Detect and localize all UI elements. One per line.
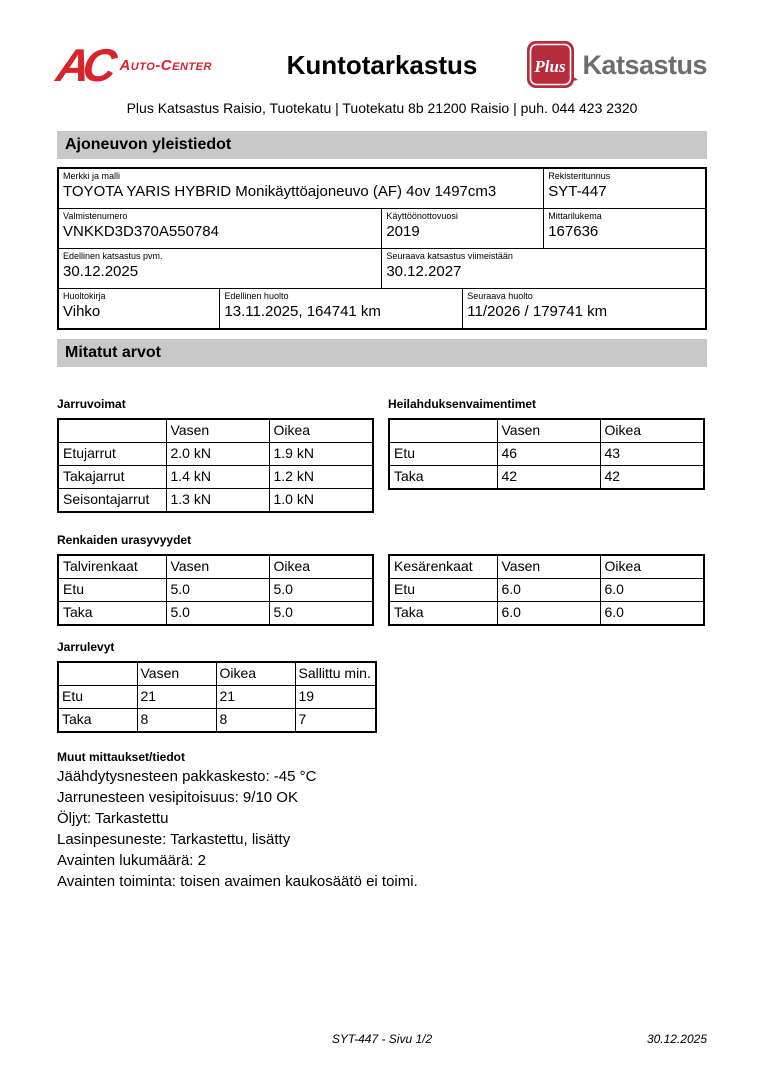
field-value: 30.12.2027 xyxy=(386,263,462,280)
shock-absorbers-table xyxy=(388,418,705,490)
cell: 5.0 xyxy=(166,579,269,602)
cell: 5.0 xyxy=(269,602,373,626)
field-label: Merkki ja malli xyxy=(63,171,121,181)
field-value: 13.11.2025, 164741 km xyxy=(224,303,381,320)
cell: 7 xyxy=(295,709,376,733)
brake-discs-title: Jarrulevyt xyxy=(57,640,115,654)
table-row xyxy=(58,466,373,489)
column-header: Vasen xyxy=(166,555,269,579)
row-header: Taka xyxy=(58,602,166,626)
measurements-row-a xyxy=(57,397,707,513)
cell: 1.2 kN xyxy=(269,466,373,489)
column-header: Oikea xyxy=(269,555,373,579)
misc-line-washer-fluid: Lasinpesuneste: Tarkastettu, lisätty xyxy=(57,831,291,848)
brake-forces-table xyxy=(57,418,374,513)
misc-line-coolant: Jäähdytysnesteen pakkaskesto: -45 °C xyxy=(57,768,317,785)
cell: 6.0 xyxy=(600,602,704,626)
row-header: Taka xyxy=(58,709,137,733)
column-header: Vasen xyxy=(497,419,600,443)
table-row xyxy=(58,602,373,626)
field-mittarilukema xyxy=(544,209,706,249)
table-row xyxy=(389,602,704,626)
measurements-row-b xyxy=(57,533,707,626)
field-value: SYT-447 xyxy=(548,183,607,200)
field-label: Valmistenumero xyxy=(63,211,128,221)
tire-treads-title: Renkaiden urasyvyydet xyxy=(57,533,192,547)
table-row xyxy=(58,249,706,289)
brake-forces-block xyxy=(57,397,375,513)
page-header xyxy=(53,38,707,92)
column-header xyxy=(389,419,497,443)
row-header: Etu xyxy=(389,579,497,602)
table-row xyxy=(58,709,376,733)
field-label: Käyttöönottovuosi xyxy=(386,211,458,221)
cell: 5.0 xyxy=(269,579,373,602)
page-footer xyxy=(57,1032,707,1046)
misc-line-oils: Öljyt: Tarkastettu xyxy=(57,810,169,827)
cell: 19 xyxy=(295,686,376,709)
column-header xyxy=(58,419,166,443)
misc-line-brake-fluid: Jarrunesteen vesipitoisuus: 9/10 OK xyxy=(57,789,298,806)
row-header: Seisontajarrut xyxy=(58,489,166,513)
auto-center-logo xyxy=(53,39,247,91)
cell: 1.3 kN xyxy=(166,489,269,513)
field-value: 2019 xyxy=(386,223,420,240)
cell: 42 xyxy=(600,466,704,490)
table-row xyxy=(58,443,373,466)
column-header: Vasen xyxy=(497,555,600,579)
table-header-row xyxy=(58,662,376,686)
cell: 5.0 xyxy=(166,602,269,626)
table-header-row xyxy=(389,419,704,443)
column-header: Vasen xyxy=(166,419,269,443)
brake-discs-table xyxy=(57,661,377,733)
field-label: Seuraava huolto xyxy=(467,291,533,301)
plus-badge-text: Plus xyxy=(534,57,567,76)
table-header-row xyxy=(389,555,704,579)
station-address: Plus Katsastus Raisio, Tuotekatu | Tuotekatu 8b 21200 Raisio | puh. 044 423 2320 xyxy=(126,100,638,116)
cell: 1.0 kN xyxy=(269,489,373,513)
shock-absorbers-block xyxy=(388,397,706,513)
cell: 1.4 kN xyxy=(166,466,269,489)
field-value: 167636 xyxy=(548,223,599,240)
misc-line-key-count: Avainten lukumäärä: 2 xyxy=(57,852,206,869)
cell: 8 xyxy=(137,709,216,733)
row-header: Etujarrut xyxy=(58,443,166,466)
document-title: Kuntotarkastus xyxy=(286,49,478,80)
winter-tires-table xyxy=(57,554,374,626)
field-label: Mittarilukema xyxy=(548,211,602,221)
table-row xyxy=(58,168,706,209)
row-header: Taka xyxy=(389,466,497,490)
field-value: VNKKD3D370A550784 xyxy=(63,223,219,240)
field-label: Huoltokirja xyxy=(63,291,106,301)
field-edellinen-huolto xyxy=(220,289,463,330)
field-label: Seuraava katsastus viimeistään xyxy=(386,251,513,261)
field-value: Vihko xyxy=(63,303,101,320)
row-header: Etu xyxy=(58,686,137,709)
misc-measurements-title: Muut mittaukset/tiedot xyxy=(57,750,185,764)
column-header: Sallittu min. xyxy=(295,662,376,686)
cell: 8 xyxy=(216,709,295,733)
table-row xyxy=(58,489,373,513)
table-row xyxy=(389,466,704,490)
table-row xyxy=(58,209,706,249)
table-row xyxy=(389,443,704,466)
field-valmistenumero xyxy=(58,209,382,249)
section-header-general-info: Ajoneuvon yleistiedot xyxy=(57,131,707,159)
table-row xyxy=(58,579,373,602)
cell: 21 xyxy=(216,686,295,709)
summer-tires-table xyxy=(388,554,705,626)
column-header: Oikea xyxy=(600,555,704,579)
cell: 2.0 kN xyxy=(166,443,269,466)
cell: 46 xyxy=(497,443,600,466)
brake-forces-title: Jarruvoimat xyxy=(57,397,126,411)
field-rekisteritunnus xyxy=(544,168,706,209)
cell: 6.0 xyxy=(600,579,704,602)
row-header: Etu xyxy=(58,579,166,602)
field-huoltokirja xyxy=(58,289,220,330)
column-header: Vasen xyxy=(137,662,216,686)
field-kayttoonottovuosi xyxy=(382,209,544,249)
katsastus-logo-text: Katsastus xyxy=(582,49,707,80)
table-header-row xyxy=(58,419,373,443)
cell: 21 xyxy=(137,686,216,709)
column-header: Talvirenkaat xyxy=(58,555,166,579)
field-merkki-ja-malli xyxy=(58,168,544,209)
column-header: Oikea xyxy=(216,662,295,686)
measurements-area xyxy=(57,397,707,892)
row-header: Etu xyxy=(389,443,497,466)
cell: 43 xyxy=(600,443,704,466)
field-value: 11/2026 / 179741 km xyxy=(467,303,608,320)
cell: 6.0 xyxy=(497,579,600,602)
auto-center-monogram-icon: AC xyxy=(53,39,114,91)
row-header: Takajarrut xyxy=(58,466,166,489)
field-label: Edellinen huolto xyxy=(224,291,289,301)
field-edellinen-katsastus xyxy=(58,249,382,289)
field-label: Rekisteritunnus xyxy=(548,171,611,181)
column-header: Oikea xyxy=(600,419,704,443)
cell: 6.0 xyxy=(497,602,600,626)
row-header: Taka xyxy=(389,602,497,626)
summer-tires-block xyxy=(388,533,706,626)
plus-katsastus-logo xyxy=(517,39,707,91)
auto-center-logo-text: Auto-Center xyxy=(119,56,212,74)
table-row xyxy=(58,686,376,709)
column-header: Kesärenkaat xyxy=(389,555,497,579)
brake-discs-block xyxy=(57,640,707,733)
table-row xyxy=(58,289,706,330)
winter-tires-block xyxy=(57,533,375,626)
cell: 42 xyxy=(497,466,600,490)
misc-measurements-block xyxy=(57,750,707,892)
misc-line-key-function: Avainten toiminta: toisen avaimen kaukosäätö ei toimi. xyxy=(57,873,418,890)
field-label: Edellinen katsastus pvm. xyxy=(63,251,163,261)
section-header-measured-values: Mitatut arvot xyxy=(57,339,707,367)
plus-badge-icon xyxy=(526,39,578,91)
table-header-row xyxy=(58,555,373,579)
shock-absorbers-title: Heilahduksenvaimentimet xyxy=(388,397,537,411)
vehicle-info-table xyxy=(57,167,707,330)
table-row xyxy=(389,579,704,602)
footer-date: 30.12.2025 xyxy=(646,1032,707,1046)
column-header xyxy=(58,662,137,686)
column-header: Oikea xyxy=(269,419,373,443)
field-seuraava-huolto xyxy=(463,289,706,330)
field-value: TOYOTA YARIS HYBRID Monikäyttöajoneuvo (AF) 4ov 1497cm3 xyxy=(63,183,497,200)
footer-page-info: SYT-447 - Sivu 1/2 xyxy=(331,1032,433,1046)
field-value: 30.12.2025 xyxy=(63,263,139,280)
field-seuraava-katsastus xyxy=(382,249,706,289)
cell: 1.9 kN xyxy=(269,443,373,466)
